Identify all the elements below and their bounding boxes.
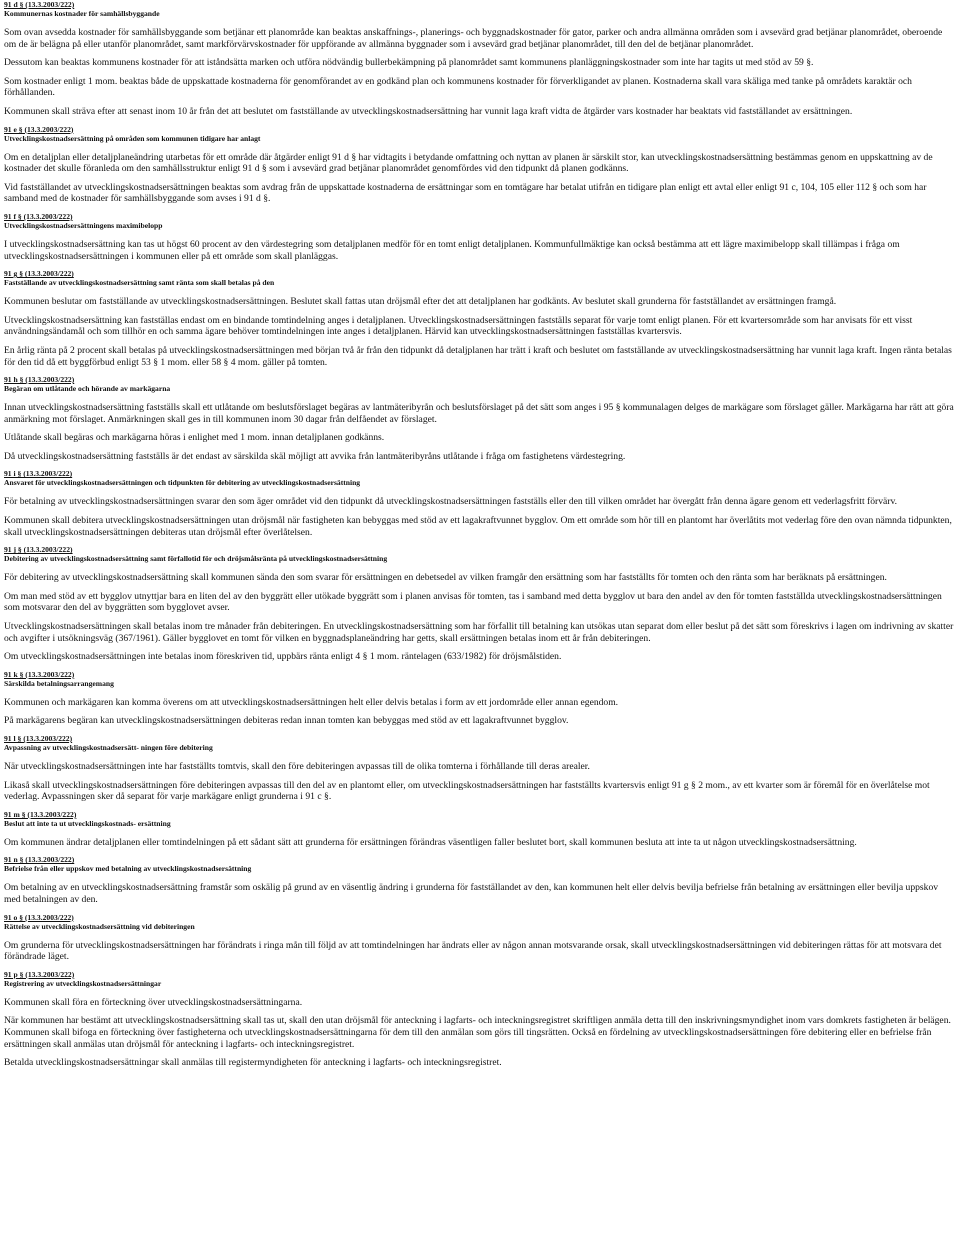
section-reference-link[interactable]: 91 m § (13.3.2003/222) — [4, 809, 77, 819]
section-heading: Ansvaret för utvecklingskostnadsersättningen och tidpunkten för debitering av utvecklingskostnadsersättning — [4, 478, 361, 488]
section-reference-link[interactable]: 91 o § (13.3.2003/222) — [4, 912, 74, 922]
section-reference-link[interactable]: 91 f § (13.3.2003/222) — [4, 211, 73, 221]
section-paragraph: Som ovan avsedda kostnader för samhällsbyggande som betjänar ett planområde kan beaktas anskaffnings-, planerings- och byggnadskostnader för gator, parker och andra allmänna områden som i avsevärd grad betjänar planområdet, oberoende om de är belägna på eller utanför planområdet, samt markförvärvskostnader för uppförande av allmänna byggnader som i avsevärd grad betjänar planområdet, till den del de betjänar planområdet. — [4, 27, 943, 50]
law-section — [4, 855, 956, 905]
section-paragraph: En årlig ränta på 2 procent skall betalas på utvecklingskostnadsersättningen med början två år från den tidpunkt då detaljplanen har trätt i kraft och beslutet om fastställande av utvecklingskostnadsersättning har vunnit laga kraft. Ingen ränta betalas för den tid då ett byggförbud enligt 53 § 1 mom. eller 58 § 4 mom. gäller på tomten. — [4, 344, 952, 368]
section-heading: Särskilda betalningsarrangemang — [4, 678, 114, 688]
section-paragraph: Om en detaljplan eller detaljplaneändring utarbetas för ett område där åtgärder enligt 91 d § har vidtagits i betydande omfattning och nyttan av planen är särskilt stor, kan utvecklingskostnadsersättning bestämmas genom en uppskattning av de kostnader det skulle föranleda om den samhällsstruktur enligt 91 d § som i avsevärd grad betjänar planområdet genomfördes vid den tidpunkt då planen godkänns. — [4, 151, 933, 175]
section-reference-link[interactable]: 91 k § (13.3.2003/222) — [4, 669, 75, 679]
section-paragraph: När kommunen har bestämt att utvecklingskostnadsersättning skall tas ut, skall den utan dröjsmål för anteckning i lagfarts- och inteckningsregistret skriftligen anmäla detta till den inskrivningsmyndighet inom vars domkrets fastigheten är belägen. Kommunen skall bifoga en förteckning över fastigheterna och utvecklingskostnadsersättningarna för dem till den anmälan som görs till tingsrätten. Också en fördelning av utvecklingskostnadsersättningen före debitering eller en befrielse från ersättningen skall anmälas utan dröjsmål för anteckning i lagfarts- och inteckningsregistret. — [4, 1015, 951, 1050]
section-heading: Utvecklingskostnadsersättning på områden som kommunen tidigare har anlagt — [4, 133, 261, 143]
section-heading: Begäran om utlåtande och hörande av markägarna — [4, 384, 171, 394]
section-paragraph: Vid fastställandet av utvecklingskostnadsersättningen beaktas som avdrag från de uppskattade kostnaderna de ersättningar som en tomtägare har betalat utifrån en tidigare plan enligt ett avtal eller enligt 91 c, 104, 105 eller 112 § och som har samband med de kostnader för samhällsbyggande som avses i 91 d §. — [4, 181, 927, 205]
section-reference-link[interactable]: 91 n § (13.3.2003/222) — [4, 855, 75, 865]
law-section — [4, 0, 956, 118]
section-paragraph: Likaså skall utvecklingskostnadsersättningen före debiteringen avpassas till den del av en plantomt eller, om utvecklingskostnadsersättningen har fastställts kvartersvis enligt 91 g § 2 mom., av ett kvarter som är föremål för en överlåtelse mot vederlag. Avpassningen sker då separat för varje markägare enligt grunderna i 91 c §. — [4, 779, 930, 803]
section-paragraph: För betalning av utvecklingskostnadsersättningen svarar den som äger området vid den tidpunkt då utvecklingskostnadsersättningen fastställs eller den till vilken området har övergått från denna ägare genom ett vederlagsfritt förvärv. — [4, 496, 898, 508]
section-heading: Registrering av utvecklingskostnadsersättningar — [4, 978, 162, 988]
section-paragraph: På markägarens begäran kan utvecklingskostnadsersättningen debiteras redan innan tomten kan bebyggas med stöd av ett lagakraftvunnet bygglov. — [4, 715, 569, 727]
section-reference-link[interactable]: 91 d § (13.3.2003/222) — [4, 0, 75, 9]
section-paragraph: Kommunen skall föra en förteckning över utvecklingskostnadsersättningarna. — [4, 996, 303, 1008]
section-paragraph: Dessutom kan beaktas kommunens kostnader för att iståndsätta marken och utföra nödvändig bullerbekämpning på planområdet samt kommunens planläggningskostnader som inte har tagits ut med stöd av 59 §. — [4, 57, 814, 69]
section-paragraph: Innan utvecklingskostnadsersättning fastställs skall ett utlåtande om beslutsförslaget begäras av lantmäteribyrån och beslutsförslaget på det sätt som anges i 95 § kommunalagen delges de markägare som förslaget gäller. Markägarna har rätt att göra anmärkning mot förslaget. Anmärkningen skall ges in till kommunen inom 30 dagar från delfåendet av förslaget. — [4, 402, 954, 425]
law-section — [4, 670, 956, 727]
section-reference-link[interactable]: 91 i § (13.3.2003/222) — [4, 469, 73, 479]
section-paragraph: Om man med stöd av ett bygglov utnyttjar bara en liten del av den byggrätt eller utökade byggrätt som i planen anvisas för tomten, tas i samband med detta bygglov ut bara den andel av den för tomten fastställda utvecklingskostnadsersättningen som motsvarar den del av byggrätten som bygglovet avser. — [4, 590, 942, 614]
section-paragraph: Då utvecklingskostnadsersättning fastställs är det endast av särskilda skäl möjligt att avvika från lantmäteribyråns utlåtande i fråga om fastighetens värdestegring. — [4, 450, 626, 462]
section-heading: Debitering av utvecklingskostnadsersättning samt förfallotid för och dröjsmålsränta på utvecklingskostnadsersättning — [4, 554, 388, 564]
section-paragraph: Kommunen skall sträva efter att senast inom 10 år från det att beslutet om fastställande av utvecklingskostnadsersättning har vunnit laga kraft vidta de åtgärder vars kostnader har beaktats vid fastställandet av ersättningen. — [4, 105, 853, 117]
section-paragraph: Om utvecklingskostnadsersättningen inte betalas inom föreskriven tid, uppbärs ränta enligt 4 § 1 mom. räntelagen (633/1982) för dröjsmålstiden. — [4, 651, 562, 663]
section-reference-link[interactable]: 91 j § (13.3.2003/222) — [4, 545, 73, 555]
law-section — [4, 545, 956, 663]
law-section — [4, 734, 956, 803]
section-reference-link[interactable]: 91 g § (13.3.2003/222) — [4, 269, 74, 279]
section-paragraph: När utvecklingskostnadsersättningen inte har fastställts tomtvis, skall den före debiteringen avpassas till de olika tomterna i förhållande till deras arealer. — [4, 761, 590, 772]
law-section — [4, 212, 956, 262]
section-reference-link[interactable]: 91 l § (13.3.2003/222) — [4, 734, 73, 743]
section-paragraph: Som kostnader enligt 1 mom. beaktas både de uppskattade kostnaderna för genomförandet av en godkänd plan och kommunens kostnader för förverkligandet av planen. Kostnaderna skall vara skäliga med tanke på områdets karaktär och förhållanden. — [4, 75, 912, 99]
section-paragraph: I utvecklingskostnadsersättning kan tas ut högst 60 procent av den värdestegring som detaljplanen medför för en tomt enligt detaljplanen. Kommunfullmäktige kan också bestämma att ett lägre maximibelopp skall tillämpas i fråga om utvecklingskostnadsersättningen i kommunen eller på ett område som skall planläggas. — [4, 238, 900, 262]
law-section — [4, 375, 956, 462]
section-reference-link[interactable]: 91 e § (13.3.2003/222) — [4, 124, 74, 134]
section-reference-link[interactable]: 91 p § (13.3.2003/222) — [4, 969, 75, 979]
law-section — [4, 913, 956, 963]
law-section — [4, 810, 956, 849]
law-section — [4, 125, 956, 205]
section-heading: Rättelse av utvecklingskostnadsersättning vid debiteringen — [4, 921, 195, 931]
law-section — [4, 469, 956, 538]
section-heading: Kommunernas kostnader för samhällsbyggande — [4, 9, 160, 18]
section-paragraph: Kommunen skall debitera utvecklingskostnadsersättningen utan dröjsmål när fastigheten kan bebyggas med stöd av ett lagakraftvunnet bygglov. Om ett område som hör till en plantomt har överlåtits mot vederlag före den ovan nämnda tidpunkten, skall utvecklingskostnadsersättningen debiteras utan dröjsmål efter överlåtelsen. — [4, 515, 952, 538]
section-paragraph: Om betalning av en utvecklingskostnadsersättning framstår som oskälig på grund av en väsentlig ändring i grunderna för fastställandet av den, kan kommunen helt eller delvis bevilja befrielse från betalning av ersättningen eller bevilja uppskov med betalningen av den. — [4, 882, 939, 905]
section-heading: Befrielse från eller uppskov med betalning av utvecklingskostnadsersättning — [4, 864, 252, 874]
section-heading: Utvecklingskostnadsersättningens maximibelopp — [4, 220, 163, 230]
section-paragraph: Utvecklingskostnadsersättningen skall betalas inom tre månader från debiteringen. En utvecklingskostnadsersättning som har förfallit till betalning kan utsökas utan separat dom eller beslut på det sätt som föreskrivs i lagen om indrivning av skatter och avgifter i utsökningsväg (367/1961). Gäller bygglovet en tomt för vilken en byggnadsplaneändring har getts, skall ersättningen betalas inom ett år från debiteringen. — [4, 621, 954, 644]
section-heading: Avpassning av utvecklingskostnadsersätt- ningen före debitering — [4, 743, 213, 752]
section-paragraph: Utlåtande skall begäras och markägarna höras i enlighet med 1 mom. innan detaljplanen godkänns. — [4, 432, 385, 444]
section-paragraph: Utvecklingskostnadsersättning kan fastställas endast om en bindande tomtindelning anges i detaljplanen. Utvecklingskostnadsersättningen fastställs separat för varje tomt enligt planen. För ett kvartersområde som har anvisats för ett visst användningsändamål och som tillhör en och samma ägare behöver tomtindelningen inte anges i detaljplanen. Härvid kan utvecklingskostnadsersättningen fastställas kvartersvis. — [4, 314, 913, 338]
section-reference-link[interactable]: 91 h § (13.3.2003/222) — [4, 375, 75, 385]
section-heading: Fastställande av utvecklingskostnadsersättning samt ränta som skall betalas på den — [4, 278, 275, 288]
section-paragraph: Om kommunen ändrar detaljplanen eller tomtindelningen på ett sådant sätt att grunderna för ersättningen förändras väsentligen faller beslutet bort, skall kommunen besluta att inte ta ut någon utvecklingskostnadsersättning. — [4, 836, 857, 848]
section-paragraph: Om grunderna för utvecklingskostnadsersättningen har förändrats i ringa mån till följd av att tomtindelningen har ändrats eller av någon annan motsvarande orsak, skall utvecklingskostnadsersättningen vid debiteringen rättas för att motsvara det förändrade läget. — [4, 939, 942, 963]
law-section — [4, 970, 956, 1069]
law-section — [4, 269, 956, 368]
section-paragraph: Kommunen beslutar om fastställande av utvecklingskostnadsersättningen. Beslutet skall fattas utan dröjsmål efter det att detaljplanen har godkänts. Av beslutet skall grunderna för fastställandet av ersättningen framgå. — [4, 296, 837, 308]
section-paragraph: Betalda utvecklingskostnadsersättningar skall anmälas till registermyndigheten för anteckning i lagfarts- och inteckningsregistret. — [4, 1057, 502, 1069]
section-heading: Beslut att inte ta ut utvecklingskostnads- ersättning — [4, 818, 171, 828]
section-paragraph: För debitering av utvecklingskostnadsersättning skall kommunen sända den som svarar för ersättningen en debetsedel av vilken framgår den ersättning som har fastställts för tomten och den ränta som har beräknats på ersättningen. — [4, 572, 887, 584]
section-paragraph: Kommunen och markägaren kan komma överens om att utvecklingskostnadsersättningen helt eller delvis betalas i form av ett jordområde eller annan egendom. — [4, 696, 619, 708]
